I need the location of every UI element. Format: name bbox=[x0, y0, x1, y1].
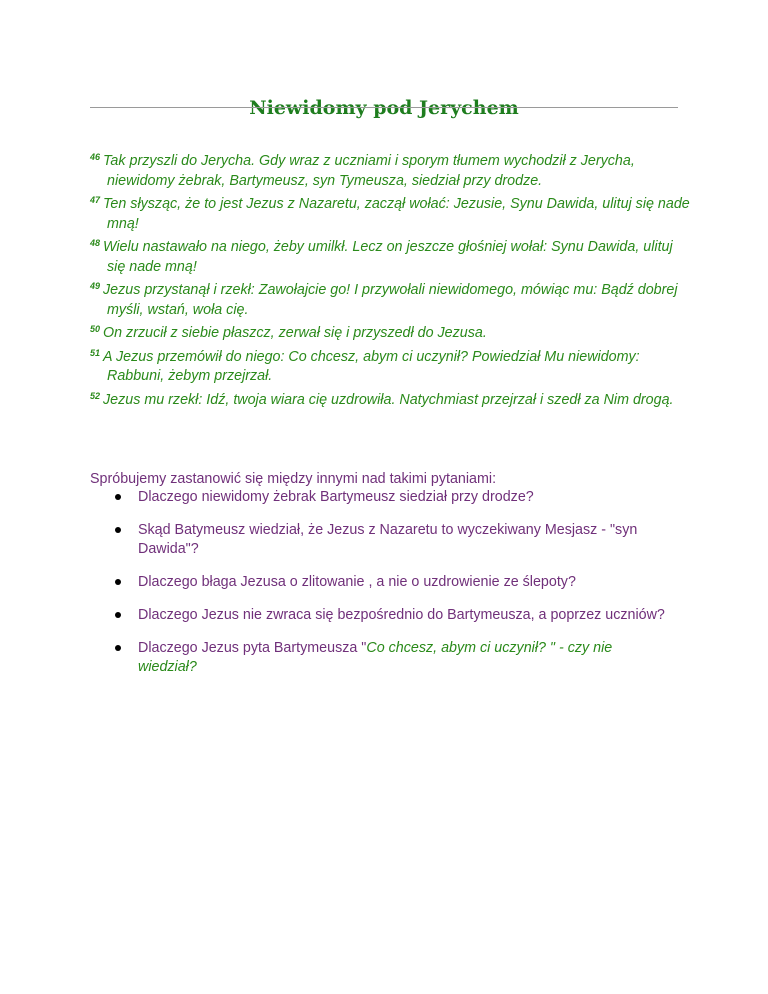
list-item bbox=[90, 606, 670, 625]
verse-text: Jezus mu rzekł: Idź, twoja wiara cię uzdrowiła. Natychmiast przejrzał i szedł za Nim drogą. bbox=[103, 391, 674, 408]
title-divider bbox=[90, 107, 678, 108]
bullet-icon bbox=[115, 579, 121, 585]
question-text-prefix: Dlaczego Jezus pyta Bartymeusza " bbox=[138, 640, 367, 656]
verse-52 bbox=[90, 391, 690, 411]
verse-47 bbox=[90, 195, 690, 234]
questions-list bbox=[90, 488, 670, 691]
quoted-question: Co chcesz, abym ci uczynił? " - czy nie wiedział? bbox=[138, 640, 613, 675]
verse-number: 48 bbox=[90, 238, 101, 248]
scripture-passage bbox=[90, 152, 690, 414]
bullet-icon bbox=[115, 494, 121, 500]
list-item bbox=[90, 488, 670, 507]
question-text: Dlaczego niewidomy żebrak Bartymeusz siedział przy drodze? bbox=[138, 489, 534, 505]
verse-number: 52 bbox=[90, 390, 101, 401]
questions-intro: Spróbujemy zastanowić się między innymi nad takimi pytaniami: bbox=[90, 471, 497, 488]
list-item bbox=[90, 639, 670, 677]
document-title: Niewidomy pod Jerychem bbox=[249, 96, 519, 119]
verse-number: 51 bbox=[90, 347, 101, 358]
verse-text: Tak przyszli do Jerycha. Gdy wraz z uczniami i sporym tłumem wychodził z Jerycha, niewidomy żebrak, Bartymeusz, syn Tymeusza, siedział przy drodze. bbox=[103, 153, 635, 189]
verse-number: 50 bbox=[90, 324, 101, 334]
verse-text: A Jezus przemówił do niego: Co chcesz, abym ci uczynił? Powiedział Mu niewidomy: Rabbuni, żebym przejrzał. bbox=[103, 348, 640, 384]
verse-text: Ten słysząc, że to jest Jezus z Nazaretu, zaczął wołać: Jezusie, Synu Dawida, ulituj się nade mną! bbox=[103, 196, 690, 232]
question-text: Dlaczego Jezus nie zwraca się bezpośrednio do Bartymeusza, a poprzez uczniów? bbox=[138, 607, 665, 623]
verse-48 bbox=[90, 238, 690, 277]
list-item bbox=[90, 573, 670, 592]
verse-51 bbox=[90, 348, 690, 387]
verse-text: On zrzucił z siebie płaszcz, zerwał się i przyszedł do Jezusa. bbox=[103, 325, 487, 341]
verse-50 bbox=[90, 324, 690, 344]
question-text: Dlaczego błaga Jezusa o zlitowanie , a nie o uzdrowienie ze ślepoty? bbox=[138, 574, 576, 590]
verse-number: 49 bbox=[90, 281, 101, 291]
question-text: Skąd Batymeusz wiedział, że Jezus z Nazaretu to wyczekiwany Mesjasz - "syn Dawida"? bbox=[138, 522, 638, 557]
verse-46 bbox=[90, 152, 690, 191]
verse-number: 47 bbox=[90, 195, 101, 205]
bullet-icon bbox=[115, 527, 121, 533]
bullet-icon bbox=[115, 612, 121, 618]
verse-text: Jezus przystanął i rzekł: Zawołajcie go! I przywołali niewidomego, mówiąc mu: Bądź dobrej myśli, wstań, woła cię. bbox=[103, 282, 678, 318]
bullet-icon bbox=[115, 645, 121, 651]
verse-number: 46 bbox=[90, 152, 101, 162]
verse-49 bbox=[90, 281, 690, 320]
list-item bbox=[90, 521, 670, 559]
verse-text: Wielu nastawało na niego, żeby umilkł. Lecz on jeszcze głośniej wołał: Synu Dawida, ulituj się nade mną! bbox=[103, 239, 673, 275]
